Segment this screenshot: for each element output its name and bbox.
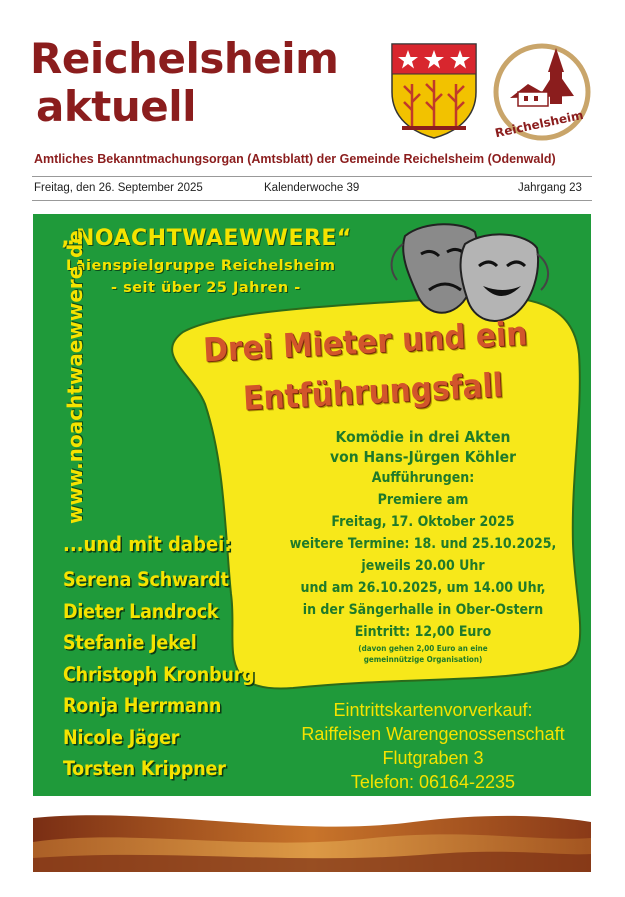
decorative-wave-footer [33,808,591,872]
cast-member: Serena Schwardt [63,568,229,591]
newspaper-title-line2: aktuell [36,82,197,131]
premiere-label: Premiere am [377,492,469,508]
presale-street: Flutgraben 3 [382,748,484,768]
presale-label: Eintrittskartenvorverkauf: [333,700,533,720]
theater-group-subtitle: Laienspielgruppe Reichelsheim [66,258,336,274]
calendar-week: Kalenderwoche 39 [264,182,360,194]
play-title-line2: Entführungsfall [242,365,504,418]
theater-poster [33,214,591,796]
presale-phone: Telefon: 06164-2235 [350,772,516,792]
cast-member: Christoph Kronburg [63,662,255,686]
cast-member: Ronja Herrmann [63,694,222,717]
newspaper-title-line1: Reichelsheim [30,34,339,83]
play-author: von Hans-Jürgen Köhler [330,448,516,466]
cast-member: Stefanie Jekel [63,631,197,654]
theater-group-since: - seit über 25 Jahren - [111,280,301,296]
donation-note-line2: gemeinnützige Organisation) [363,655,483,664]
play-genre: Komödie in drei Akten [335,428,511,446]
cast-member: Nicole Jäger [63,725,180,749]
cast-list [63,564,255,785]
volume-number: Jahrgang 23 [518,182,582,194]
performance-time: jeweils 20.00 Uhr [361,558,485,574]
website-link[interactable]: www.noachtwaewwere.de [63,230,87,524]
performances-label: Aufführungen: [371,470,475,486]
play-title-line1: Drei Mieter und ein [202,313,529,370]
cast-member: Dieter Landrock [63,599,219,623]
theater-group-name: „NOACHTWAEWWERE“ [61,226,352,251]
official-gazette-subtitle: Amtliches Bekanntmachungsorgan (Amtsblatt) der Gemeinde Reichelsheim (Odenwald) [34,152,556,166]
cast-member: Torsten Krippner [63,757,226,780]
cast-heading: ...und mit dabei: [63,532,232,556]
admission-price: Eintritt: 12,00 Euro [354,624,492,640]
presale-shop: Raiffeisen Warengenossenschaft [301,724,565,744]
issue-date: Freitag, den 26. September 2025 [34,182,203,194]
more-dates: weitere Termine: 18. und 25.10.2025, [289,536,557,552]
logo-wordmark: Reichelsheim [493,107,585,141]
header-divider-bottom [32,200,592,201]
town-logo-icon [490,40,594,144]
header-divider-top [32,176,592,177]
premiere-date: Freitag, 17. Oktober 2025 [331,514,515,530]
coat-of-arms-icon [388,40,480,140]
last-date: und am 26.10.2025, um 14.00 Uhr, [300,580,546,596]
donation-note-line1: (davon gehen 2,00 Euro an eine [358,644,488,653]
venue: in der Sängerhalle in Ober-Ostern [302,602,544,618]
